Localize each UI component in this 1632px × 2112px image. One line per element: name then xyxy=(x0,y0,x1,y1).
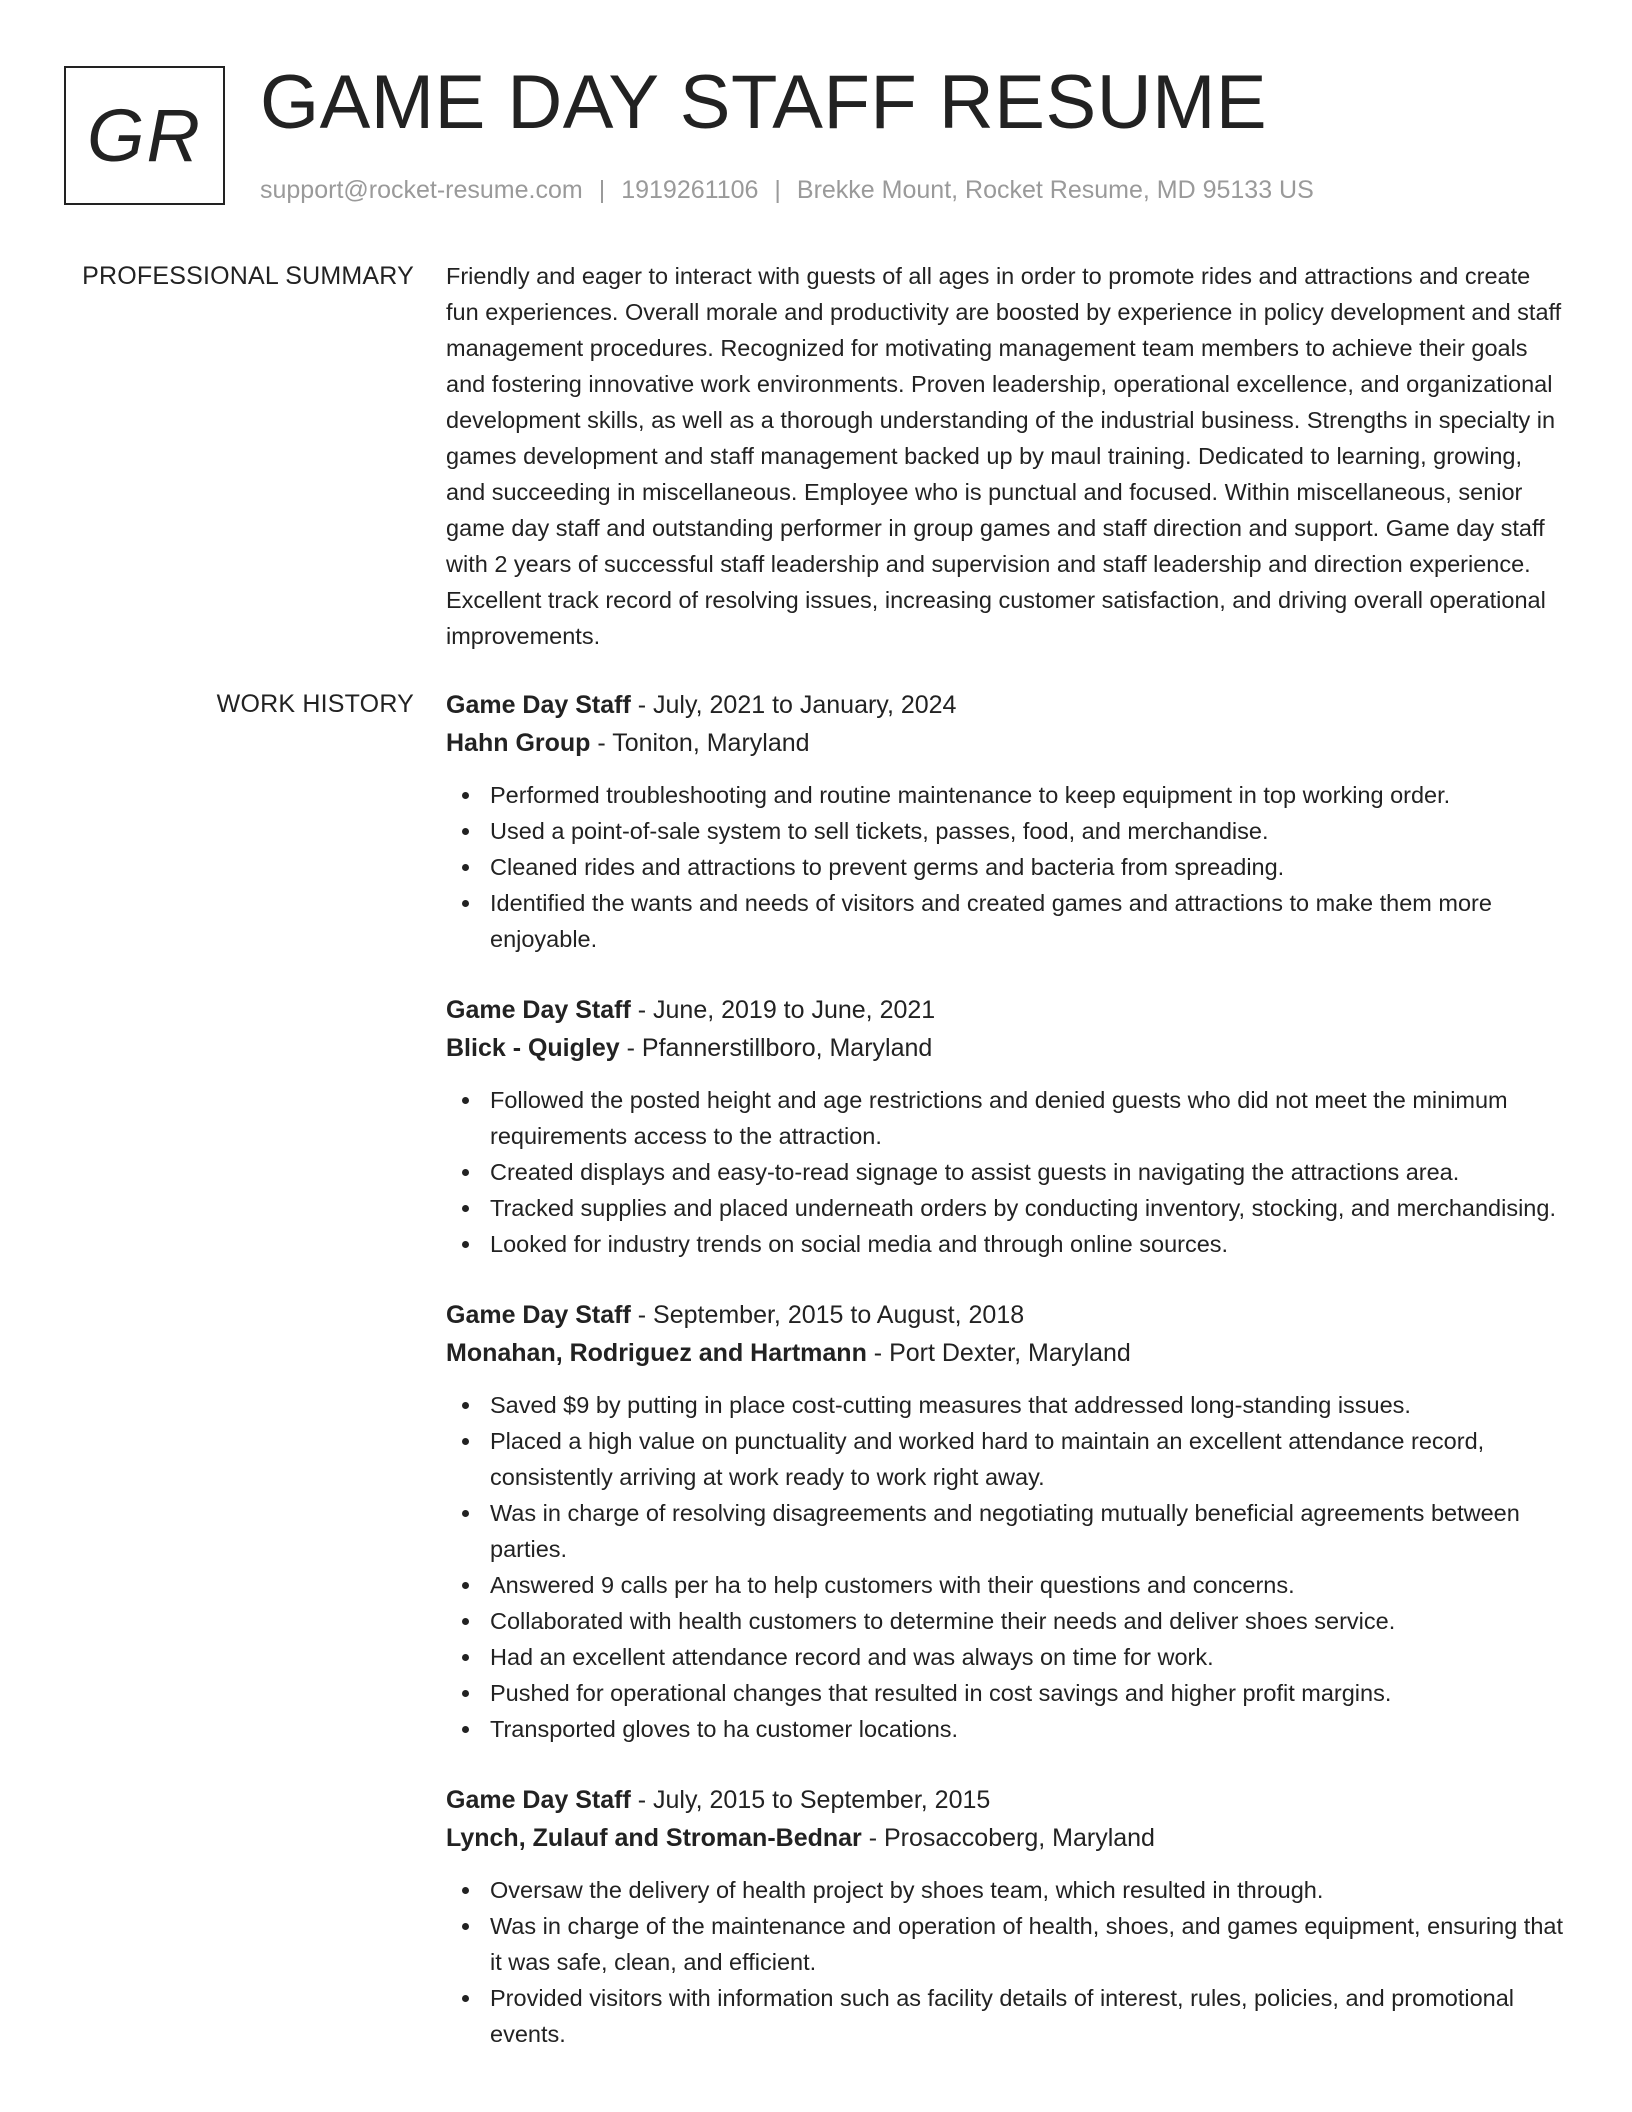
bullet-dot-icon xyxy=(462,1402,469,1409)
bullet-dot-icon xyxy=(462,1169,469,1176)
contact-line xyxy=(260,174,1314,206)
resume-title: GAME DAY STAFF RESUME xyxy=(260,60,1268,145)
job-bullet-text: Identified the wants and needs of visitors and created games and attractions to make them more enjoyable. xyxy=(490,890,1492,952)
contact-separator: | xyxy=(774,176,781,204)
bullet-dot-icon xyxy=(462,1654,469,1661)
job-location: - Prosaccoberg, Maryland xyxy=(861,1824,1155,1852)
job-bullet xyxy=(446,1154,1566,1190)
job-bullet-text: Pushed for operational changes that resulted in cost savings and higher profit margins. xyxy=(490,1680,1392,1706)
job-location: - Toniton, Maryland xyxy=(590,729,810,757)
bullet-dot-icon xyxy=(462,864,469,871)
job-title: Game Day Staff xyxy=(446,1301,631,1329)
job-dates: - June, 2019 to June, 2021 xyxy=(630,996,936,1024)
summary-body xyxy=(446,258,1566,654)
monogram-logo: GR xyxy=(64,66,225,205)
job-title: Game Day Staff xyxy=(446,691,631,719)
job-bullet-text: Tracked supplies and placed underneath orders by conducting inventory, stocking, and merchandising. xyxy=(490,1195,1556,1221)
bullet-dot-icon xyxy=(462,900,469,907)
job-title-line xyxy=(446,1296,1566,1334)
work-history-list xyxy=(446,686,1566,2086)
bullet-dot-icon xyxy=(462,1205,469,1212)
job-bullet-list xyxy=(446,777,1566,957)
job-bullet-text: Oversaw the delivery of health project by shoes team, which resulted in through. xyxy=(490,1877,1324,1903)
job-title: Game Day Staff xyxy=(446,996,631,1024)
job-dates: - July, 2021 to January, 2024 xyxy=(630,691,957,719)
job-bullet xyxy=(446,849,1566,885)
job-bullet-text: Had an excellent attendance record and was always on time for work. xyxy=(490,1644,1214,1670)
job-bullet-text: Followed the posted height and age restrictions and denied guests who did not meet the minimum requirements access to the attraction. xyxy=(490,1087,1508,1149)
job-company-line xyxy=(446,1334,1566,1372)
job-bullet-text: Placed a high value on punctuality and worked hard to maintain an excellent attendance record, consistently arriving at work ready to work right away. xyxy=(490,1428,1485,1490)
job-bullet xyxy=(446,1567,1566,1603)
bullet-dot-icon xyxy=(462,1582,469,1589)
job-entry xyxy=(446,1296,1566,1747)
job-bullet-text: Collaborated with health customers to determine their needs and deliver shoes service. xyxy=(490,1608,1396,1634)
job-bullet-text: Was in charge of resolving disagreements and negotiating mutually beneficial agreements between parties. xyxy=(490,1500,1520,1562)
bullet-dot-icon xyxy=(462,1726,469,1733)
job-bullet-text: Cleaned rides and attractions to prevent germs and bacteria from spreading. xyxy=(490,854,1285,880)
bullet-dot-icon xyxy=(462,1097,469,1104)
job-company: Monahan, Rodriguez and Hartmann xyxy=(446,1339,867,1367)
job-bullet xyxy=(446,885,1566,957)
job-entry xyxy=(446,991,1566,1262)
job-company: Lynch, Zulauf and Stroman-Bednar xyxy=(446,1824,862,1852)
job-bullet-text: Performed troubleshooting and routine maintenance to keep equipment in top working order. xyxy=(490,782,1451,808)
job-bullet-text: Looked for industry trends on social media and through online sources. xyxy=(490,1231,1229,1257)
job-title-line xyxy=(446,1781,1566,1819)
job-company-line xyxy=(446,1029,1566,1067)
bullet-dot-icon xyxy=(462,828,469,835)
job-bullet xyxy=(446,1387,1566,1423)
job-bullet xyxy=(446,1603,1566,1639)
job-location: - Port Dexter, Maryland xyxy=(866,1339,1131,1367)
summary-text: Friendly and eager to interact with guests of all ages in order to promote rides and attractions and create fun experiences. Overall morale and productivity are boosted by experience in policy development and staff management procedures. Recognized for motivating management team members to achieve their goals and fostering innovative work environments. Proven leadership, operational excellence, and organizational development skills, as well as a thorough understanding of the industrial business. Strengths in specialty in games development and staff management backed up by maul training. Dedicated to learning, growing, and succeeding in miscellaneous. Employee who is punctual and focused. Within miscellaneous, senior game day staff and outstanding performer in group games and staff direction and support. Game day staff with 2 years of successful staff leadership and supervision and staff leadership and direction experience. Excellent track record of resolving issues, increasing customer satisfaction, and driving overall operational improvements. xyxy=(446,263,1562,649)
job-location: - Pfannerstillboro, Maryland xyxy=(619,1034,933,1062)
job-title-line xyxy=(446,991,1566,1029)
job-bullet-text: Saved $9 by putting in place cost-cutting measures that addressed long-standing issues. xyxy=(490,1392,1411,1418)
job-bullet-text: Transported gloves to ha customer locations. xyxy=(490,1716,959,1742)
job-bullet xyxy=(446,1675,1566,1711)
job-title: Game Day Staff xyxy=(446,1786,631,1814)
job-bullet xyxy=(446,1082,1566,1154)
job-company-line xyxy=(446,1819,1566,1857)
bullet-dot-icon xyxy=(462,1510,469,1517)
job-title-line xyxy=(446,686,1566,724)
job-bullet xyxy=(446,813,1566,849)
contact-address: Brekke Mount, Rocket Resume, MD 95133 US xyxy=(796,176,1314,204)
bullet-dot-icon xyxy=(462,1438,469,1445)
bullet-dot-icon xyxy=(462,1923,469,1930)
job-bullet-list xyxy=(446,1387,1566,1747)
summary-heading: PROFESSIONAL SUMMARY xyxy=(82,262,414,290)
job-dates: - July, 2015 to September, 2015 xyxy=(630,1786,991,1814)
job-bullet xyxy=(446,1190,1566,1226)
contact-email: support@rocket-resume.com xyxy=(260,176,583,204)
job-bullet xyxy=(446,1872,1566,1908)
job-bullet-list xyxy=(446,1082,1566,1262)
job-bullet xyxy=(446,1423,1566,1495)
job-bullet-text: Used a point-of-sale system to sell tickets, passes, food, and merchandise. xyxy=(490,818,1269,844)
job-company: Blick - Quigley xyxy=(446,1034,620,1062)
bullet-dot-icon xyxy=(462,792,469,799)
job-entry xyxy=(446,1781,1566,2052)
job-bullet-text: Answered 9 calls per ha to help customers with their questions and concerns. xyxy=(490,1572,1295,1598)
contact-separator: | xyxy=(598,176,606,204)
job-bullet-text: Created displays and easy-to-read signage to assist guests in navigating the attractions area. xyxy=(490,1159,1460,1185)
job-bullet xyxy=(446,1908,1566,1980)
job-dates: - September, 2015 to August, 2018 xyxy=(630,1301,1025,1329)
job-entry xyxy=(446,686,1566,957)
bullet-dot-icon xyxy=(462,1887,469,1894)
job-bullet-text: Was in charge of the maintenance and operation of health, shoes, and games equipment, ensuring that it was safe, clean, and efficient. xyxy=(490,1913,1563,1975)
bullet-dot-icon xyxy=(462,1995,469,2002)
job-company: Hahn Group xyxy=(446,729,591,757)
job-bullet-list xyxy=(446,1872,1566,2052)
bullet-dot-icon xyxy=(462,1618,469,1625)
job-bullet xyxy=(446,1980,1566,2052)
work-history-heading: WORK HISTORY xyxy=(216,690,414,718)
job-bullet xyxy=(446,1639,1566,1675)
contact-phone: 1919261106 xyxy=(621,176,759,204)
job-bullet xyxy=(446,1226,1566,1262)
job-company-line xyxy=(446,724,1566,762)
job-bullet xyxy=(446,777,1566,813)
bullet-dot-icon xyxy=(462,1241,469,1248)
job-bullet-text: Provided visitors with information such as facility details of interest, rules, policies, and promotional events. xyxy=(490,1985,1515,2047)
job-bullet xyxy=(446,1711,1566,1747)
bullet-dot-icon xyxy=(462,1690,469,1697)
job-bullet xyxy=(446,1495,1566,1567)
